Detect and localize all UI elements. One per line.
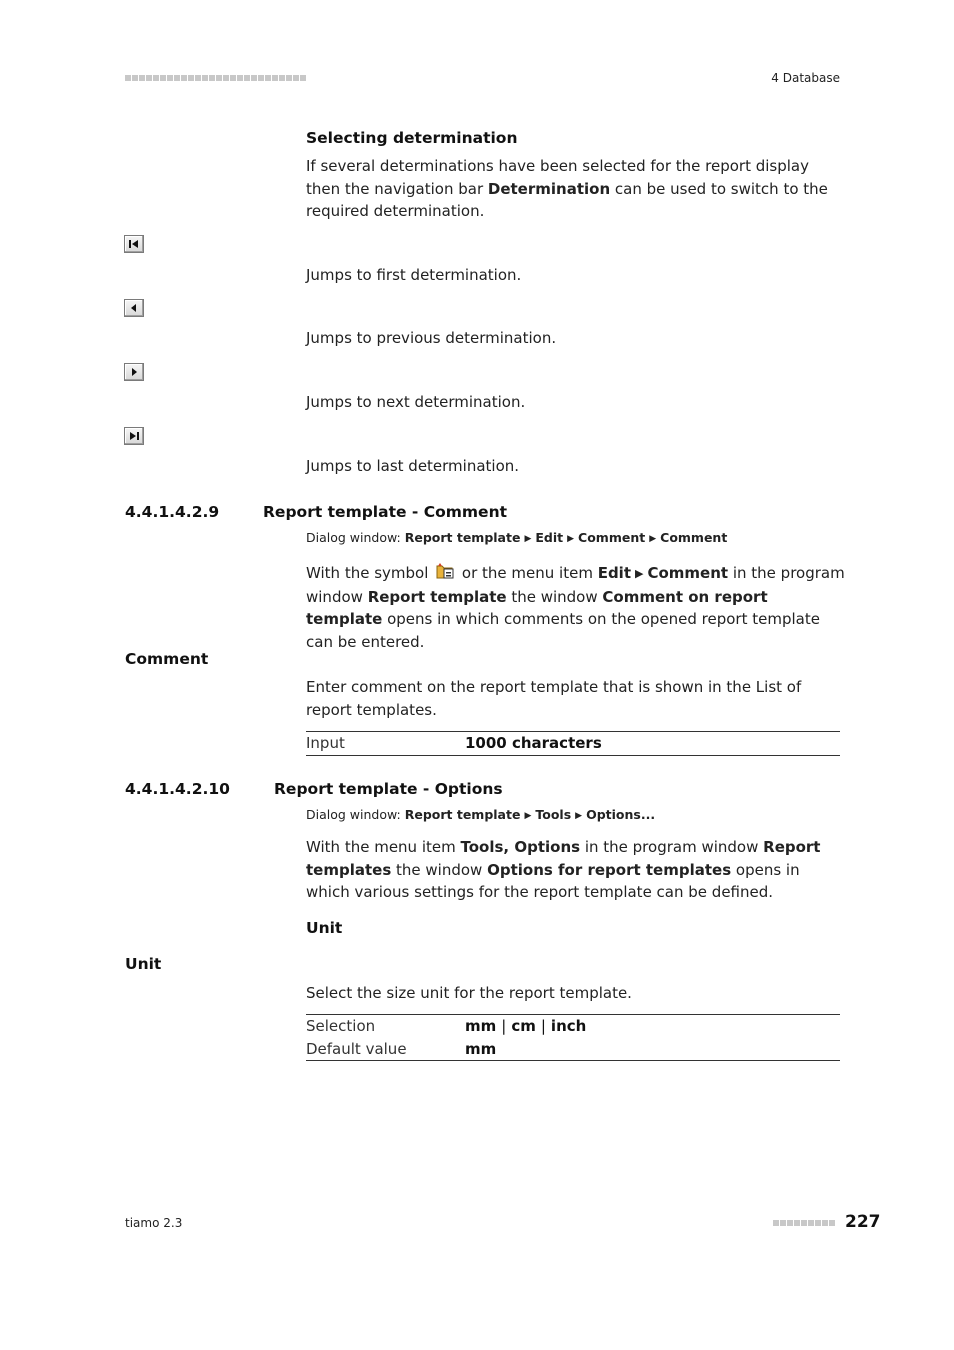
- param-value: 1000 characters: [465, 734, 602, 752]
- section-number: 4.4.1.4.2.9: [125, 503, 220, 521]
- param-key: Selection: [306, 1017, 376, 1035]
- selecting-title: Selecting determination: [306, 129, 518, 147]
- comment-template-icon: [436, 563, 455, 580]
- param-value: mm: [465, 1039, 497, 1058]
- section-number: 4.4.1.4.2.10: [125, 780, 230, 798]
- param-value: mm | cm | inch: [465, 1017, 587, 1035]
- first-record-icon[interactable]: [124, 235, 144, 253]
- section-title: Report template - Options: [274, 780, 503, 798]
- header-decoration: [125, 75, 306, 81]
- dialog-path: Dialog window: Report template ▶ Edit ▶ Comment ▶ Comment: [306, 530, 728, 545]
- comment-parameter-table: [306, 731, 840, 756]
- unit-description: Select the size unit for the report template.: [306, 984, 632, 1002]
- param-key: Input: [306, 734, 345, 752]
- table-row: [306, 732, 840, 755]
- last-record-icon[interactable]: [124, 427, 144, 445]
- comment-label: Comment: [125, 650, 209, 668]
- first-record-desc: Jumps to first determination.: [306, 266, 522, 284]
- dialog-path: Dialog window: Report template ▶ Tools ▶ Options...: [306, 807, 656, 822]
- previous-record-icon[interactable]: [124, 299, 144, 317]
- next-record-icon[interactable]: [124, 363, 144, 381]
- product-name: tiamo 2.3: [125, 1216, 183, 1230]
- table-row: [306, 1038, 840, 1061]
- options-paragraph: With the menu item Tools, Options in the program window Report templates the window Options for report templates opens in which various settings for the report template can be defined.: [306, 838, 821, 901]
- selecting-intro: If several determinations have been selected for the report display then the navigation bar Determination can be used to switch to the required determination.: [306, 157, 828, 220]
- comment-paragraph: With the symbol or the menu item Edit ▶ Comment in the program window Report template the window Comment on report template opens in which comments on the opened report template can be entered.: [306, 564, 845, 651]
- chapter-title: 4 Database: [771, 71, 840, 85]
- next-record-desc: Jumps to next determination.: [306, 393, 526, 411]
- unit-label: Unit: [125, 955, 162, 973]
- param-key: Default value: [306, 1039, 407, 1058]
- page-number: 227: [845, 1212, 881, 1232]
- last-record-desc: Jumps to last determination.: [306, 457, 520, 475]
- unit-subheading: Unit: [306, 919, 343, 937]
- footer-decoration: [773, 1220, 835, 1226]
- comment-description: Enter comment on the report template that is shown in the List of report templates.: [306, 678, 802, 719]
- section-title: Report template - Comment: [263, 503, 508, 521]
- unit-parameter-table: [306, 1014, 840, 1061]
- table-row: [306, 1015, 840, 1038]
- previous-record-desc: Jumps to previous determination.: [306, 329, 557, 347]
